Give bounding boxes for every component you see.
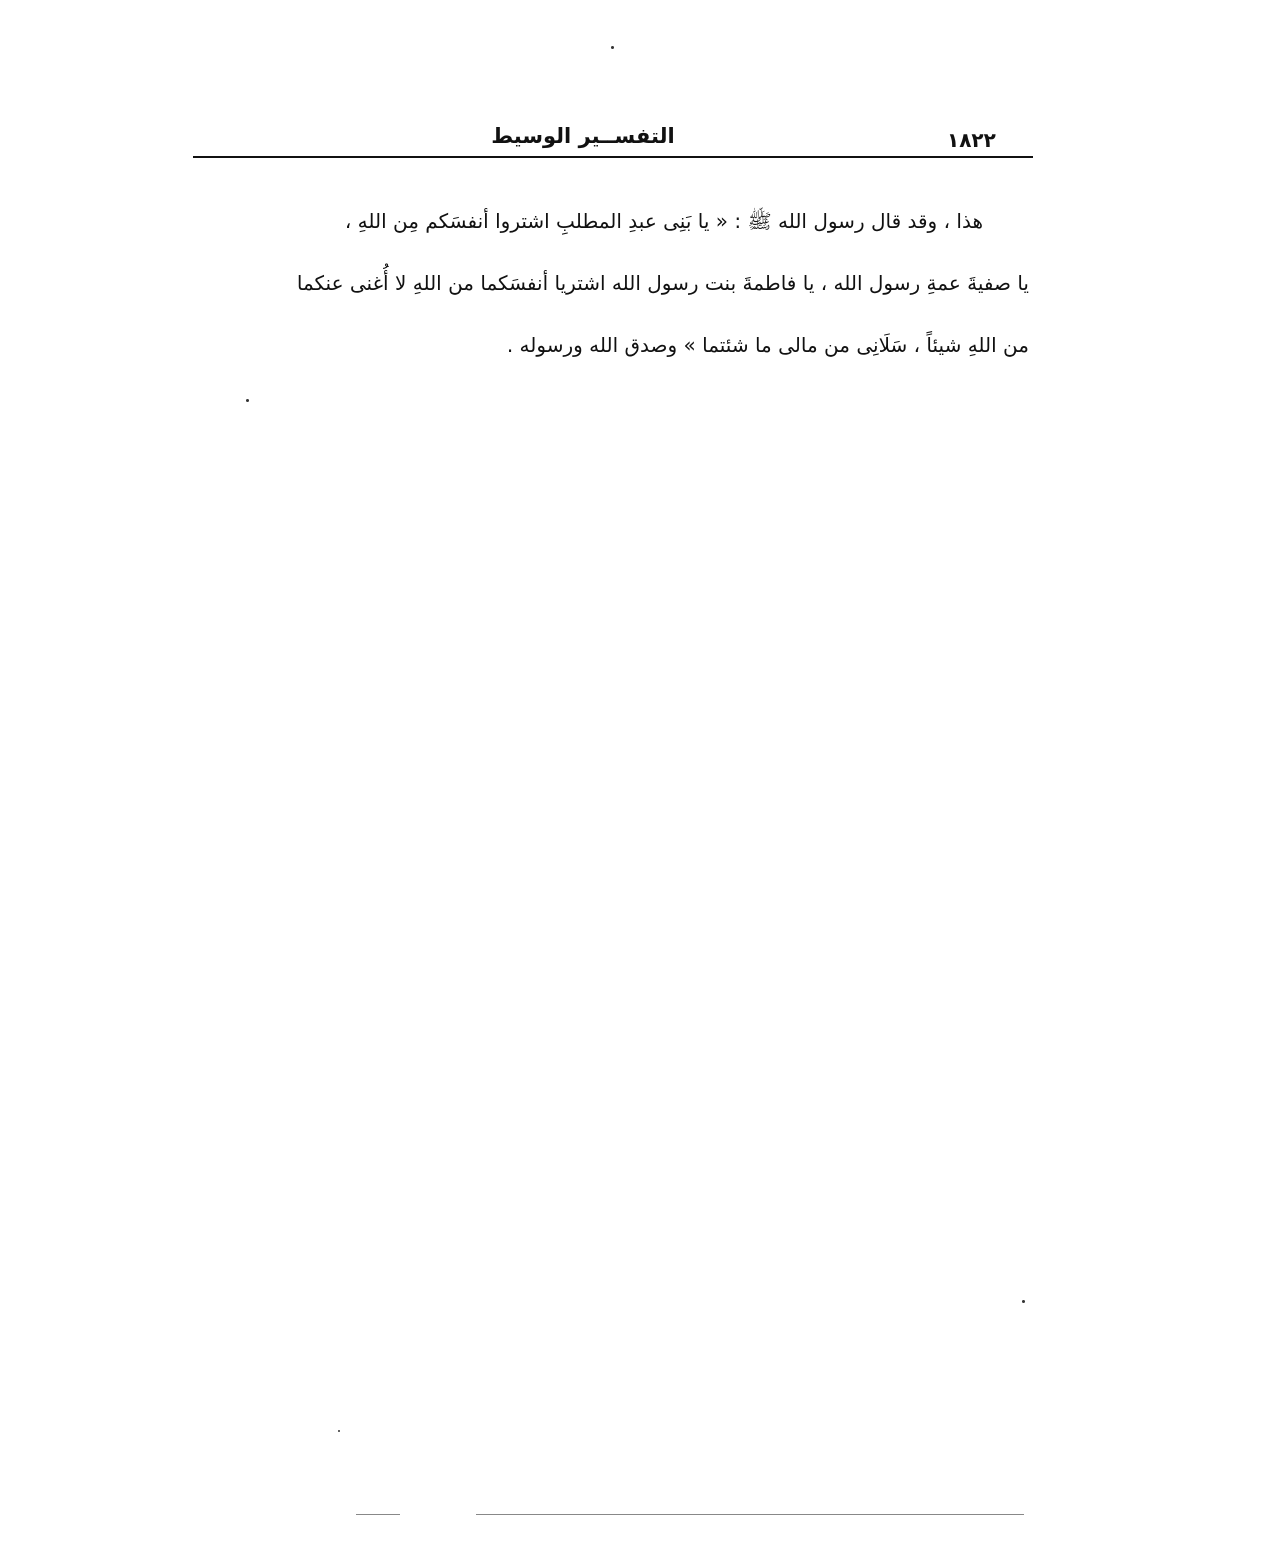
body-line-2: يا صفيةَ عمةِ رسول الله ، يا فاطمةَ بنت رسول الله اشتريا أنفسَكما من اللهِ لا أُغنى عنكما — [296, 271, 1029, 295]
scan-speck — [338, 1430, 340, 1432]
body-line-1: هذا ، وقد قال رسول الله ﷺ : « يا بَنِى عبدِ المطلبِ اشتروا أنفسَكم مِن اللهِ ، — [344, 209, 983, 233]
scan-line — [476, 1514, 1024, 1515]
scan-speck — [1022, 1300, 1025, 1303]
scan-line — [356, 1514, 400, 1515]
body-paragraph — [193, 190, 1029, 376]
page-number: ١٨٢٢ — [947, 128, 996, 152]
running-title: التفســير الوسيط — [491, 124, 675, 148]
header-rule — [193, 156, 1033, 158]
scan-speck — [611, 46, 614, 49]
page-header — [193, 118, 1033, 158]
body-line-3: من اللهِ شيئاً ، سَلَانِى من مالى ما شئتما » وصدق الله ورسوله . — [506, 333, 1029, 357]
scan-speck — [246, 399, 249, 402]
